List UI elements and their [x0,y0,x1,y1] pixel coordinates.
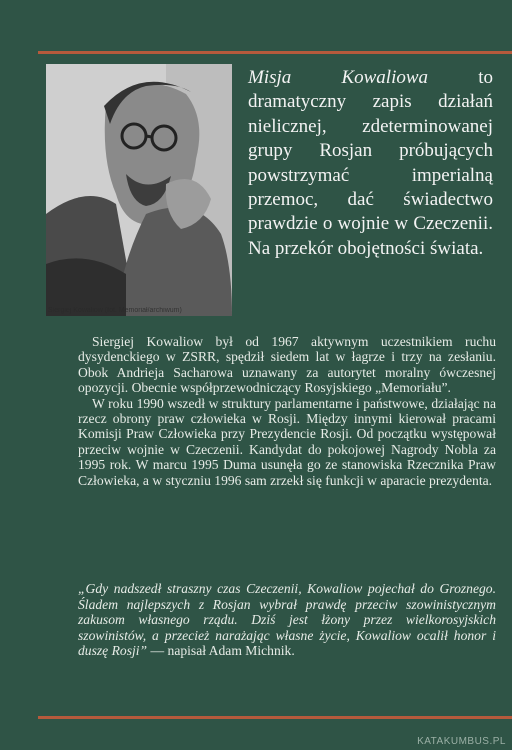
top-rule [38,51,512,54]
author-photo [46,64,232,316]
intro-body: to dramatyczny zapis działań nielicznej, zdeterminowanej grupy Rosjan próbujących powstrzymać imperialną przemoc, dać świadectwo prawdzie o wojnie w Czeczenii. Na przekór obojętności świata. [248,67,494,259]
watermark: KATAKUMBUS.PL [417,736,506,747]
photo-caption: Siergiej Kowaliow (fot. Memoriał/archiwum) [48,307,182,314]
intro-text [248,66,493,261]
quote-text: „Gdy nadszedł straszny czas Czeczenii, Kowaliow pojechał do Groznego. Śladem najlepszych z Rosjan wybrał prawdę przeciw szowinistycznym zakusom własnego rządu. Dziś jest łżony przez wielkorosyjskich szowinistów, a przecież narażając własne życie, Kowaliow ocalił honor i duszę Rosji” [78,581,496,659]
quote-block [78,581,496,659]
bottom-rule [38,716,512,719]
bio-paragraph-2: W roku 1990 wszedł w struktury parlamentarne i państwowe, działając na rzecz obrony praw człowieka w Rosji. Między innymi kierował pracami Komisji Praw Człowieka przy Prezydencie Rosji. Od początku występował przeciw wojnie w Czeczenii. Kandydat do pokojowej Nagrody Nobla za 1995 rok. W marcu 1995 Duma usunęła go ze stanowiska Rzecznika Praw Człowieka, a w styczniu 1996 sam zrzekł się funkcji w aparacie prezydenta. [78,395,496,488]
book-title: Misja Kowaliowa [248,67,429,88]
portrait-image [46,64,232,316]
bio-paragraph-1: Siergiej Kowaliow był od 1967 aktywnym uczestnikiem ruchu dysydenckiego w ZSRR, spędził siedem lat w łagrze i trzy na zesłaniu. Obok Andrieja Sacharowa uznawany za autorytet moralny ówczesnej opozycji. Obecnie współprzewodniczący Rosyjskiego „Memoriału”. [78,334,496,396]
quote-attribution: — napisał Adam Michnik. [147,643,295,659]
biography [78,334,496,488]
